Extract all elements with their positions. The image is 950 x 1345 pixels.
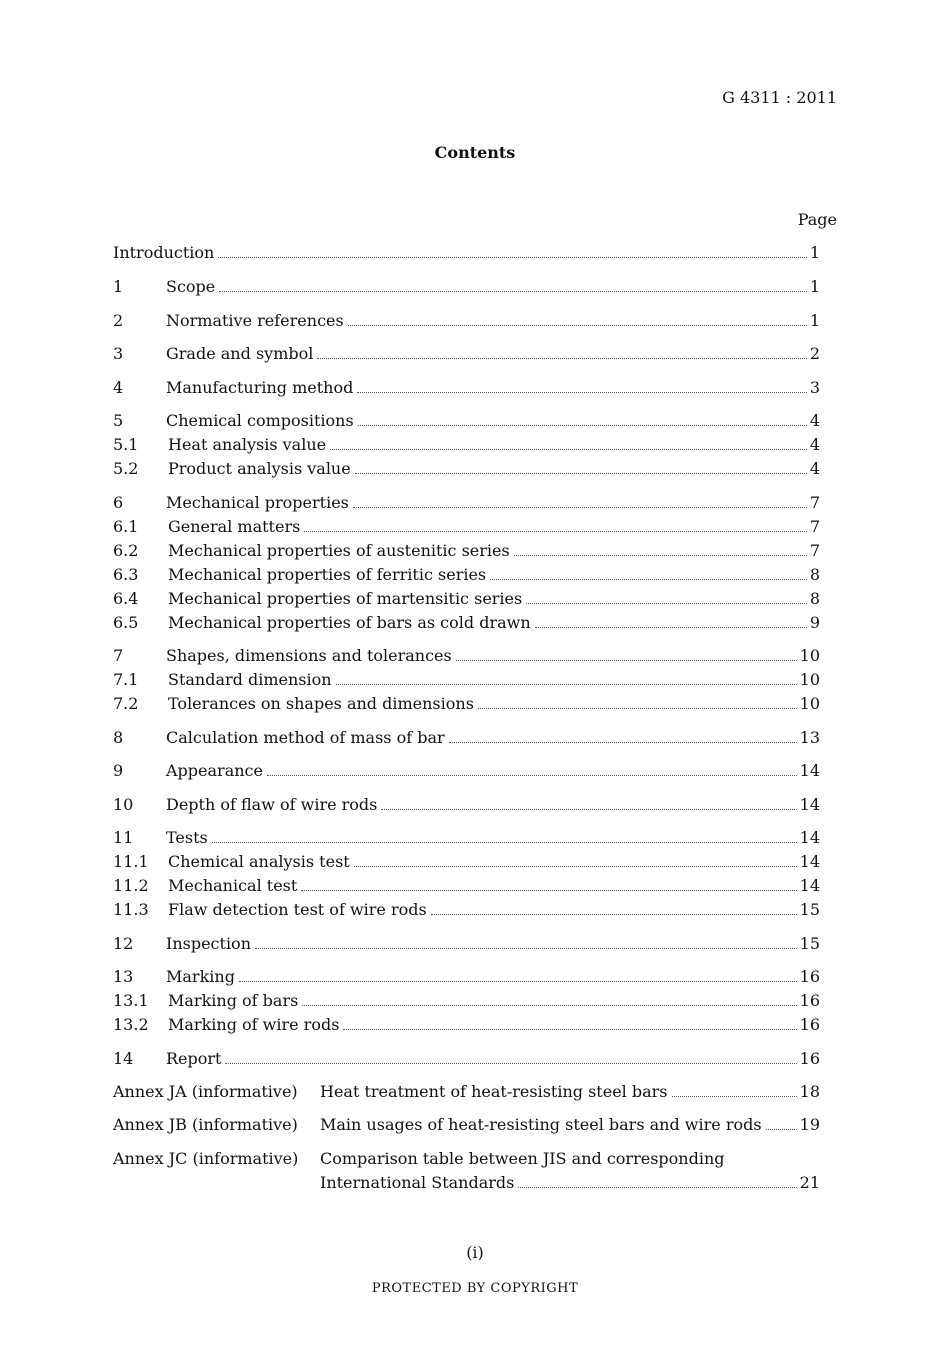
page-column-label: Page	[797, 210, 837, 229]
dot-leader	[518, 1173, 796, 1188]
toc-entry[interactable]	[113, 669, 820, 691]
toc-entry[interactable]	[113, 727, 820, 749]
toc-page-number: 4	[809, 435, 820, 454]
toc-number: 1	[113, 277, 124, 296]
dot-leader	[353, 493, 807, 508]
toc-title: Chemical analysis test	[168, 852, 350, 871]
toc-title: Shapes, dimensions and tolerances	[166, 646, 452, 665]
toc-entry[interactable]	[113, 410, 820, 432]
toc-title: General matters	[168, 517, 301, 536]
toc-number: 4	[113, 378, 124, 397]
toc-title: Inspection	[166, 934, 251, 953]
dot-leader	[535, 613, 807, 628]
toc-page-number: 13	[799, 728, 820, 747]
document-id: G 4311 : 2011	[722, 88, 837, 107]
dot-leader	[330, 435, 807, 450]
toc-entry-introduction[interactable]	[113, 242, 820, 264]
toc-number: 6.4	[113, 589, 139, 608]
toc-number: 8	[113, 728, 124, 747]
toc-title: Standard dimension	[168, 670, 332, 689]
toc-number: 2	[113, 311, 124, 330]
toc-page-number: 7	[809, 493, 820, 512]
toc-page-number: 8	[809, 589, 820, 608]
toc-number: 9	[113, 761, 124, 780]
toc-page-number: 2	[809, 344, 820, 363]
toc-page-number: 16	[799, 1049, 820, 1068]
toc-page-number: 14	[799, 876, 820, 895]
toc-entry[interactable]	[113, 1048, 820, 1070]
toc-page-number: 16	[799, 991, 820, 1010]
toc-entry[interactable]	[113, 760, 820, 782]
toc-page-number: 15	[799, 934, 820, 953]
dot-leader	[766, 1115, 797, 1130]
toc-title: Depth of flaw of wire rods	[166, 795, 378, 814]
toc-title: Main usages of heat-resisting steel bars and wire rods	[320, 1115, 762, 1134]
annex-label: Annex JB (informative)	[113, 1115, 298, 1134]
toc-page-number: 1	[809, 277, 820, 296]
dot-leader	[514, 541, 807, 556]
toc-title: Mechanical properties of bars as cold drawn	[168, 613, 531, 632]
toc-entry[interactable]	[113, 851, 820, 873]
toc-entry[interactable]	[113, 516, 820, 538]
toc-number: 12	[113, 934, 134, 953]
toc-page-number: 8	[809, 565, 820, 584]
dot-leader	[358, 411, 807, 426]
dot-leader	[381, 795, 796, 810]
toc-page-number: 1	[809, 243, 820, 262]
toc-number: 7.1	[113, 670, 139, 689]
toc-title: Heat analysis value	[168, 435, 327, 454]
dot-leader	[355, 459, 807, 474]
dot-leader	[490, 565, 807, 580]
dot-leader	[526, 589, 807, 604]
dot-leader	[301, 876, 796, 891]
toc-title: Mechanical test	[168, 876, 298, 895]
toc-title: Chemical compositions	[166, 411, 354, 430]
dot-leader	[456, 646, 797, 661]
toc-page-number: 9	[809, 613, 820, 632]
page-folio: (i)	[466, 1243, 484, 1262]
toc-entry[interactable]	[113, 588, 820, 610]
toc-number: 10	[113, 795, 134, 814]
toc-entry[interactable]	[113, 794, 820, 816]
toc-number: 6.3	[113, 565, 139, 584]
dot-leader	[267, 761, 797, 776]
toc-entry[interactable]	[113, 875, 820, 897]
toc-number: 11.2	[113, 876, 149, 895]
toc-entry[interactable]	[113, 434, 820, 456]
dot-leader	[304, 517, 807, 532]
toc-page-number: 16	[799, 967, 820, 986]
toc-entry[interactable]	[113, 564, 820, 586]
toc-title: Mechanical properties of austenitic series	[168, 541, 510, 560]
toc-page-number: 3	[809, 378, 820, 397]
toc-title: Calculation method of mass of bar	[166, 728, 445, 747]
toc-page-number: 14	[799, 852, 820, 871]
dot-leader	[348, 311, 807, 326]
toc-entry[interactable]	[113, 540, 820, 562]
toc-number: 13	[113, 967, 134, 986]
toc-title: Scope	[166, 277, 216, 296]
dot-leader	[218, 243, 806, 258]
toc-title: Introduction	[113, 243, 215, 262]
dot-leader	[357, 378, 806, 393]
toc-title: Mechanical properties of martensitic series	[168, 589, 523, 608]
dot-leader	[219, 277, 807, 292]
toc-number: 13.1	[113, 991, 149, 1010]
toc-page-number: 1	[809, 311, 820, 330]
dot-leader	[431, 900, 797, 915]
toc-title: Product analysis value	[168, 459, 351, 478]
toc-title: Tests	[166, 828, 208, 847]
toc-number: 11	[113, 828, 134, 847]
toc-title: Report	[166, 1049, 222, 1068]
page-title: Contents	[434, 143, 516, 162]
toc-entry[interactable]	[113, 1014, 820, 1036]
toc-number: 13.2	[113, 1015, 149, 1034]
dot-leader	[343, 1015, 796, 1030]
toc-page-number: 7	[809, 517, 820, 536]
toc-title: Heat treatment of heat-resisting steel bars	[320, 1082, 668, 1101]
toc-number: 6.2	[113, 541, 139, 560]
toc-page-number: 4	[809, 459, 820, 478]
toc-page-number: 21	[799, 1173, 820, 1192]
dot-leader	[336, 670, 797, 685]
toc-title: Flaw detection test of wire rods	[168, 900, 427, 919]
toc-entry[interactable]	[113, 933, 820, 955]
dot-leader	[354, 852, 797, 867]
toc-number: 14	[113, 1049, 134, 1068]
toc-title: Marking of bars	[168, 991, 299, 1010]
copyright-notice: PROTECTED BY COPYRIGHT	[371, 1281, 579, 1296]
toc-title: Tolerances on shapes and dimensions	[168, 694, 474, 713]
dot-leader	[212, 828, 797, 843]
dot-leader	[255, 934, 797, 949]
toc-title: Mechanical properties	[166, 493, 349, 512]
toc-title: Normative references	[166, 311, 344, 330]
toc-number: 5	[113, 411, 124, 430]
toc-title-line2: International Standards	[320, 1173, 515, 1192]
toc-title: Marking	[166, 967, 235, 986]
toc-entry[interactable]	[113, 899, 820, 921]
toc-number: 6.5	[113, 613, 139, 632]
toc-page-number: 18	[799, 1082, 820, 1101]
toc-entry[interactable]	[113, 492, 820, 514]
toc-page-number: 14	[799, 795, 820, 814]
toc-number: 6.1	[113, 517, 139, 536]
toc-entry[interactable]	[113, 343, 820, 365]
toc-number: 5.1	[113, 435, 139, 454]
toc-number: 3	[113, 344, 124, 363]
toc-title: Marking of wire rods	[168, 1015, 340, 1034]
dot-leader	[478, 694, 797, 709]
toc-page-number: 15	[799, 900, 820, 919]
toc-entry[interactable]	[113, 645, 820, 667]
toc-entry[interactable]	[113, 612, 820, 634]
toc-entry[interactable]	[113, 966, 820, 988]
annex-label: Annex JA (informative)	[113, 1082, 298, 1101]
toc-entry[interactable]	[113, 458, 820, 480]
annex-label: Annex JC (informative)	[113, 1149, 299, 1168]
toc-page-number: 4	[809, 411, 820, 430]
toc-number: 6	[113, 493, 124, 512]
toc-title-line2-row	[320, 1172, 820, 1194]
toc-entry[interactable]	[113, 377, 820, 399]
toc-number: 11.1	[113, 852, 149, 871]
toc-page-number: 10	[799, 670, 820, 689]
dot-leader	[449, 728, 797, 743]
toc-page-number: 19	[799, 1115, 820, 1134]
toc-title: Manufacturing method	[166, 378, 354, 397]
toc-page-number: 14	[799, 761, 820, 780]
toc-page-number: 10	[799, 694, 820, 713]
toc-entry-annex-jb[interactable]	[113, 1114, 820, 1136]
toc-title-line1: Comparison table between JIS and corresponding	[320, 1149, 725, 1168]
toc-number: 7	[113, 646, 124, 665]
toc-entry[interactable]	[113, 827, 820, 849]
toc-number: 7.2	[113, 694, 139, 713]
dot-leader	[239, 967, 797, 982]
toc-number: 11.3	[113, 900, 149, 919]
toc-page-number: 14	[799, 828, 820, 847]
toc-number: 5.2	[113, 459, 139, 478]
toc-entry[interactable]	[113, 310, 820, 332]
toc-title: Appearance	[166, 761, 263, 780]
toc-entry[interactable]	[113, 990, 820, 1012]
toc-page-number: 7	[809, 541, 820, 560]
dot-leader	[302, 991, 796, 1006]
toc-page-number: 16	[799, 1015, 820, 1034]
dot-leader	[672, 1082, 797, 1097]
toc-entry[interactable]	[113, 693, 820, 715]
toc-page-number: 10	[799, 646, 820, 665]
toc-entry[interactable]	[113, 276, 820, 298]
toc-title: Grade and symbol	[166, 344, 314, 363]
dot-leader	[225, 1049, 796, 1064]
toc-title: Mechanical properties of ferritic series	[168, 565, 487, 584]
toc-entry-annex-ja[interactable]	[113, 1081, 820, 1103]
dot-leader	[317, 344, 806, 359]
